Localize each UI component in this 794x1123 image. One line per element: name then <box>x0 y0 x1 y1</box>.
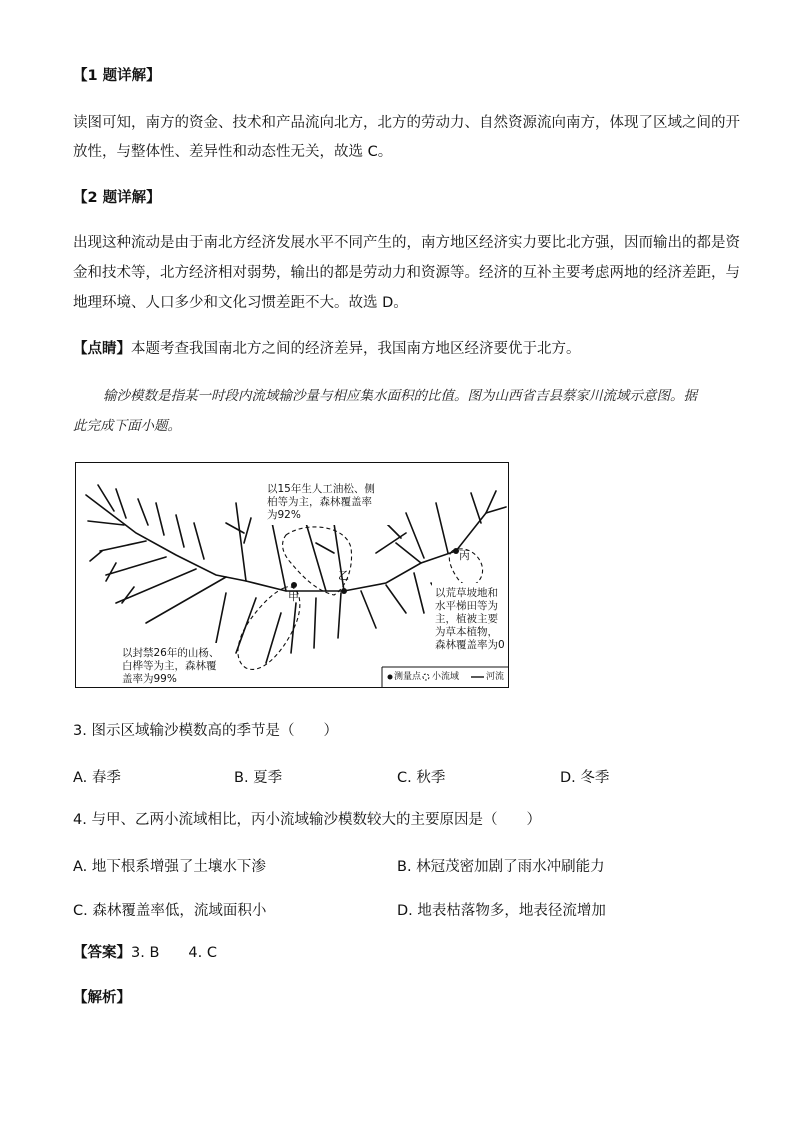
q2-detail-heading: 【2 题详解】 <box>73 190 161 206</box>
q2-detail-line-2: 金和技术等，北方经济相对弱势，输出的都是劳动力和资源等。经济的互补主要考虑两地的经济差距，与 <box>73 265 740 281</box>
annotation-top <box>267 483 375 522</box>
legend-point-label: 测量点 <box>394 672 422 682</box>
comment-text: 本题考查我国南北方之间的经济差异，我国南方地区经济要优于北方。 <box>131 341 581 357</box>
annotation-top-line-1: 以15年生人工油松、侧 <box>267 483 375 495</box>
legend-river-label: 河流 <box>486 672 505 682</box>
q4-option-b: B. 林冠茂密加剧了雨水冲刷能力 <box>397 859 605 875</box>
q2-detail-line-1: 出现这种流动是由于南北方经济发展水平不同产生的，南方地区经济实力要比北方强，因而输出的都是资 <box>73 235 740 251</box>
label-bing: 丙 <box>459 549 470 562</box>
annotation-top-line-2: 柏等为主，森林覆盖率 <box>267 496 372 508</box>
label-jia: 甲 <box>288 590 299 603</box>
measurement-point-yi <box>341 588 347 594</box>
analysis-label: 【解析】 <box>73 990 131 1006</box>
legend-point-symbol <box>388 675 393 680</box>
legend-watershed-label: 小流域 <box>432 672 460 682</box>
annotation-right-line-1: 以荒草坡地和 <box>435 587 498 599</box>
q3-option-a: A. 春季 <box>73 770 121 786</box>
annotation-right-line-5: 森林覆盖率为0 <box>435 639 505 651</box>
comment-paragraph <box>73 339 581 359</box>
comment-label: 【点睛】 <box>73 341 131 357</box>
label-yi: 乙 <box>338 569 349 582</box>
intro-line-1: 输沙模数是指某一时段内流域输沙量与相应集水面积的比值。图为山西省吉县蔡家川流域示意图。据 <box>103 388 697 404</box>
q4-option-a: A. 地下根系增强了土壤水下渗 <box>73 859 266 875</box>
annotation-bottom-left-line-1: 以封禁26年的山杨、 <box>122 647 220 659</box>
q1-detail-heading: 【1 题详解】 <box>73 68 161 84</box>
answer-label: 【答案】 <box>73 945 131 961</box>
q1-detail-line-2: 放性，与整体性、差异性和动态性无关，故选 C。 <box>73 144 393 160</box>
q3-stem: 3. 图示区域输沙模数高的季节是（ ） <box>73 723 338 739</box>
annotation-bottom-left-line-3: 盖率为99% <box>122 673 177 685</box>
annotation-right-line-3: 主，植被主要 <box>435 613 498 625</box>
annotation-bottom-left-line-2: 白桦等为主，森林覆 <box>122 660 217 672</box>
annotation-right-line-4: 为草本植物， <box>435 626 498 638</box>
annotation-right <box>435 587 505 652</box>
legend-watershed-symbol <box>423 674 429 680</box>
answer-paragraph <box>73 943 217 963</box>
q4-option-c: C. 森林覆盖率低，流域面积小 <box>73 903 267 919</box>
q4-stem: 4. 与甲、乙两小流域相比，丙小流域输沙模数较大的主要原因是（ ） <box>73 812 541 828</box>
intro-line-2: 此完成下面小题。 <box>73 418 181 434</box>
annotation-top-line-3: 为92% <box>267 509 301 521</box>
q2-detail-line-3: 地理环境、人口多少和文化习惯差距不大。故选 D。 <box>73 295 408 311</box>
answer-text: 3. B 4. C <box>131 945 217 961</box>
q3-option-b: B. 夏季 <box>234 770 283 786</box>
q1-detail-line-1: 读图可知，南方的资金、技术和产品流向北方，北方的劳动力、自然资源流向南方，体现了区域之间的开 <box>73 115 740 131</box>
q3-option-d: D. 冬季 <box>560 770 610 786</box>
measurement-point-jia <box>291 582 297 588</box>
annotation-right-line-2: 水平梯田等为 <box>435 600 498 612</box>
q3-option-c: C. 秋季 <box>397 770 446 786</box>
watershed-map-figure <box>75 462 509 688</box>
annotation-bottom-left <box>122 647 219 686</box>
q4-option-d: D. 地表枯落物多，地表径流增加 <box>397 903 606 919</box>
